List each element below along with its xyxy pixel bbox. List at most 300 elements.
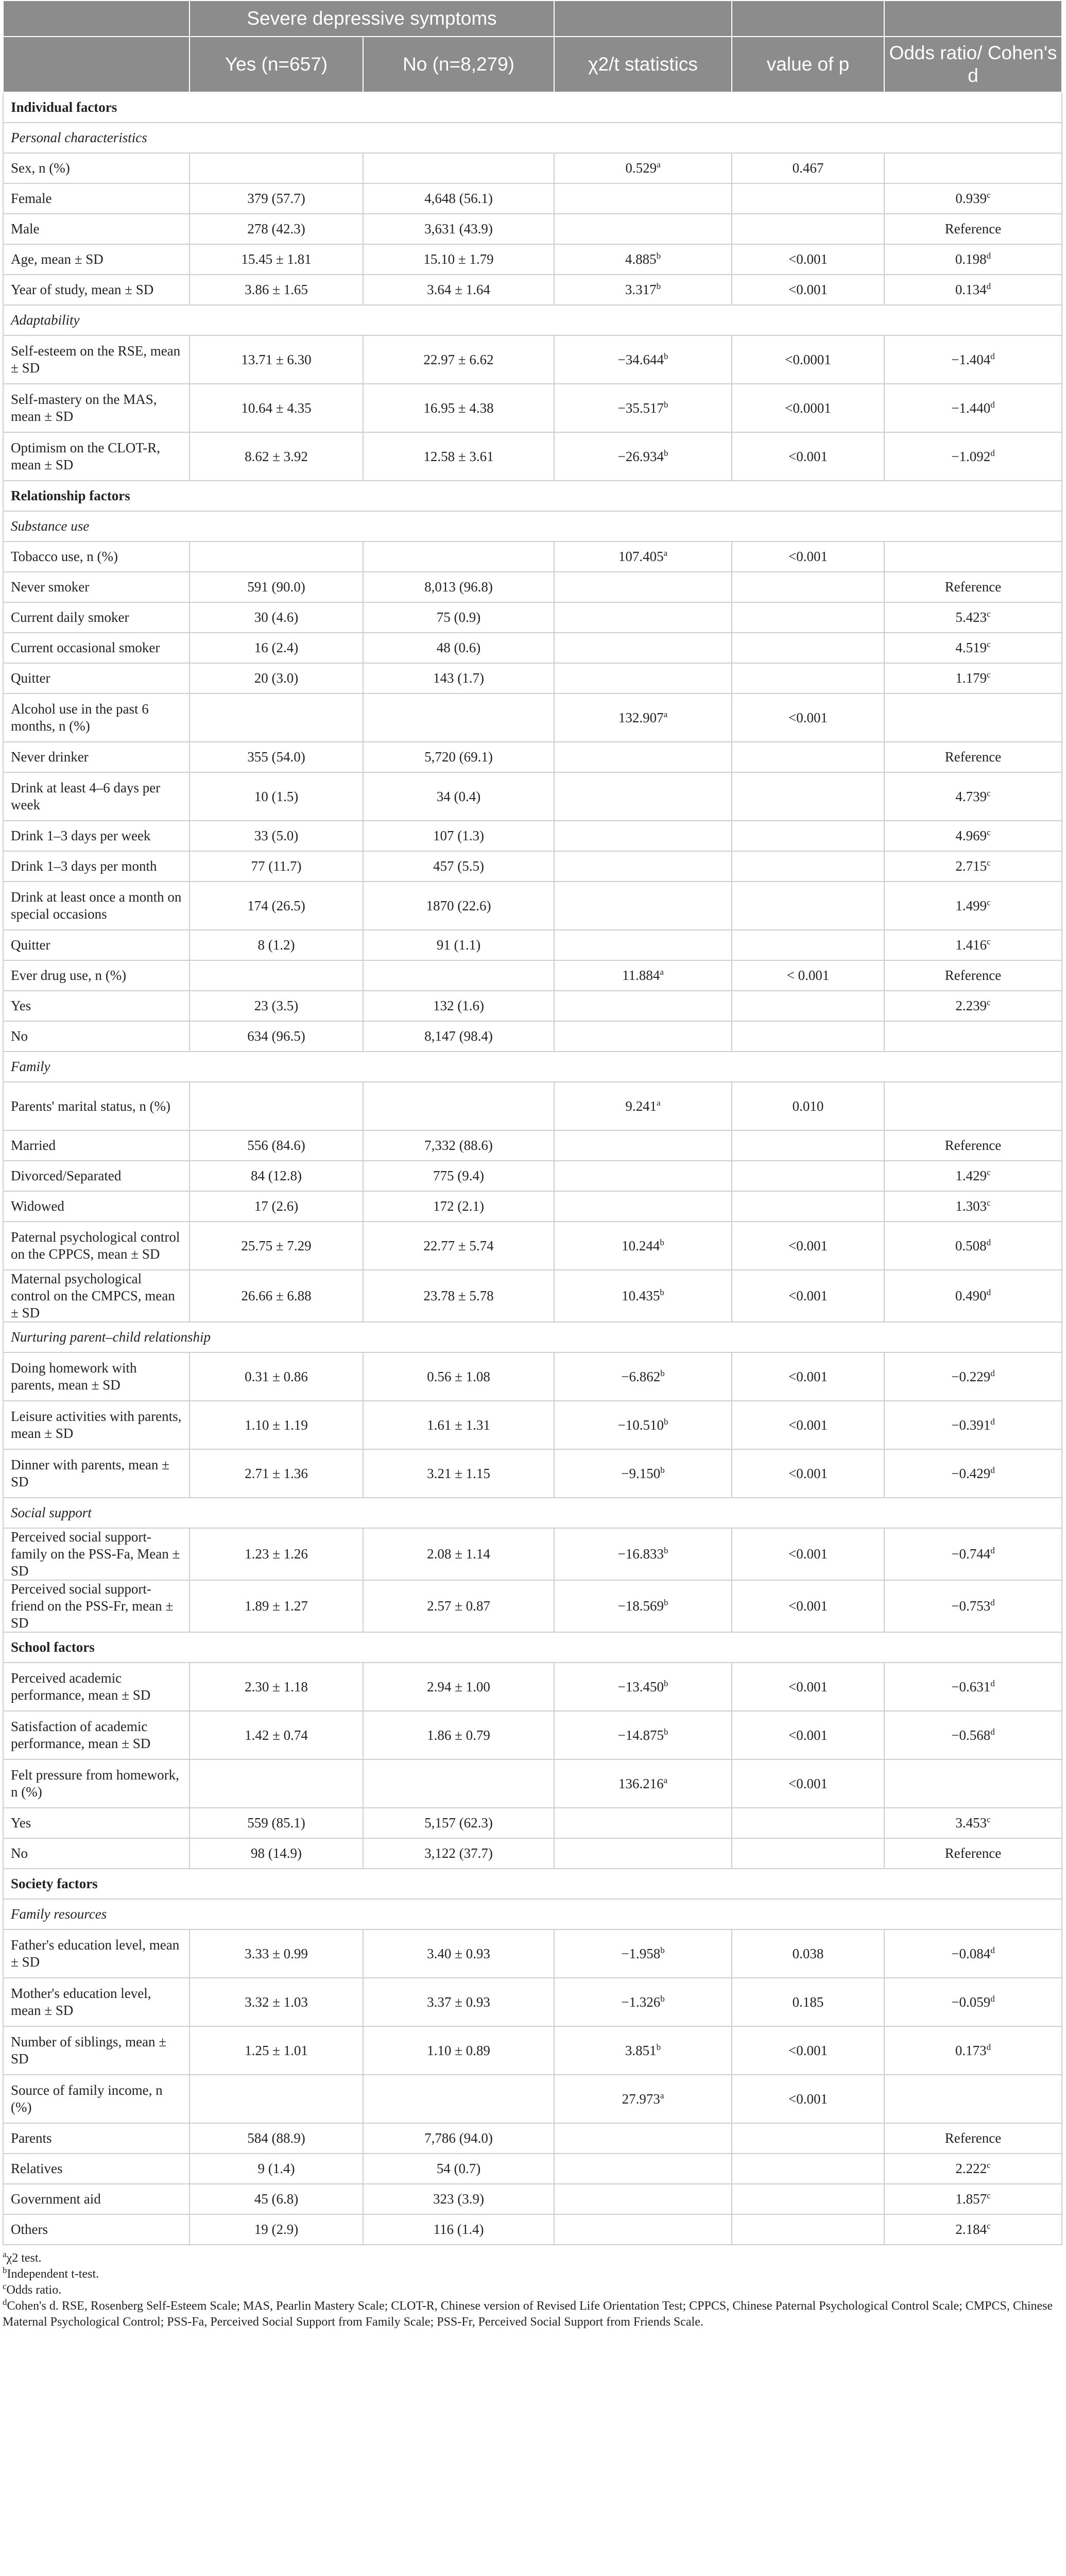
row-label — [3, 1401, 190, 1449]
table-cell — [554, 1401, 732, 1449]
table-cell — [732, 214, 884, 244]
section-heading-row — [3, 1632, 1062, 1663]
cell-value: 30 (4.6) — [254, 609, 299, 625]
table-cell — [732, 2154, 884, 2184]
table-cell — [190, 742, 363, 772]
subsection-heading: Family resources — [3, 1899, 1062, 1929]
table-cell — [884, 1191, 1062, 1222]
table-cell — [554, 1528, 732, 1580]
table-cell — [363, 772, 554, 821]
footnote-mark: b — [660, 1945, 665, 1955]
cell-value: 3.317 — [625, 282, 657, 297]
section-heading-row — [3, 92, 1062, 123]
cell-value: 584 (88.9) — [247, 2130, 305, 2146]
cell-value: 84 (12.8) — [251, 1168, 302, 1183]
header-yes-column: Yes (n=657) — [190, 37, 363, 92]
cell-value: 8,147 (98.4) — [424, 1028, 493, 1044]
table-cell — [884, 1130, 1062, 1161]
table-cell — [190, 693, 363, 742]
table-cell — [732, 1580, 884, 1632]
table-cell — [884, 1222, 1062, 1270]
cell-value: 4.519 — [955, 640, 987, 655]
cell-value: 3.851 — [625, 2042, 657, 2058]
cell-value: Perceived social support-family on the PSS-Fa, Mean ± SD — [11, 1529, 180, 1579]
cell-value: 4.885 — [625, 251, 657, 267]
cell-value: −0.753 — [951, 1598, 991, 1614]
footnote-mark: c — [987, 1198, 991, 1208]
subsection-heading-row — [3, 511, 1062, 541]
footnote-mark: b — [663, 1678, 668, 1688]
subsection-heading-row — [3, 1052, 1062, 1082]
cell-value: 20 (3.0) — [254, 670, 299, 686]
table-cell — [190, 1808, 363, 1838]
cell-value: Quitter — [11, 670, 50, 686]
table-cell — [884, 1352, 1062, 1401]
row-label — [3, 742, 190, 772]
footnote-mark: d — [990, 351, 995, 361]
cell-value: 136.216 — [618, 1775, 664, 1791]
footnote-mark: b — [660, 1237, 664, 1247]
table-cell — [732, 541, 884, 572]
table-cell — [554, 1838, 732, 1869]
cell-value: Female — [11, 191, 52, 206]
cell-value: 16.95 ± 4.38 — [423, 400, 494, 416]
footnote-mark: a — [663, 1775, 668, 1785]
cell-value: Male — [11, 221, 40, 236]
row-label — [3, 2184, 190, 2214]
footnote-mark: b — [660, 1287, 664, 1297]
table-cell — [554, 2214, 732, 2245]
row-label — [3, 572, 190, 602]
table-row — [3, 1021, 1062, 1052]
table-cell — [363, 1130, 554, 1161]
cell-value: 2.57 ± 0.87 — [427, 1598, 490, 1614]
cell-value: 278 (42.3) — [247, 221, 305, 236]
row-label — [3, 1222, 190, 1270]
table-cell — [554, 882, 732, 930]
cell-value: −9.150 — [621, 1465, 661, 1481]
cell-value: Source of family income, n (%) — [11, 2082, 163, 2115]
cell-value: Mother's education level, mean ± SD — [11, 1986, 151, 2018]
table-cell — [363, 2154, 554, 2184]
table-cell — [732, 1082, 884, 1130]
table-cell — [732, 432, 884, 481]
cell-value: 3.453 — [955, 1815, 987, 1831]
row-label — [3, 2123, 190, 2154]
table-cell — [884, 602, 1062, 633]
cell-value: 1.303 — [955, 1198, 987, 1214]
table-cell — [732, 153, 884, 183]
table-row — [3, 2026, 1062, 2075]
footnote-mark: b — [663, 1598, 668, 1607]
cell-value: Parents' marital status, n (%) — [11, 1098, 171, 1114]
cell-value: 19 (2.9) — [254, 2222, 299, 2237]
cell-value: <0.001 — [788, 2091, 828, 2107]
table-cell — [732, 960, 884, 991]
table-cell — [190, 1978, 363, 2026]
footnote-mark: c — [987, 897, 991, 907]
cell-value: <0.001 — [788, 448, 828, 464]
cell-value: 2.30 ± 1.18 — [245, 1679, 308, 1694]
cell-value: 379 (57.7) — [247, 191, 305, 206]
footnote-mark: d — [986, 281, 991, 291]
footnote-mark: b — [660, 1993, 665, 2004]
section-heading-row — [3, 1869, 1062, 1899]
cell-value: 2.71 ± 1.36 — [245, 1465, 308, 1481]
table-cell — [732, 1401, 884, 1449]
table-cell — [363, 1161, 554, 1191]
cell-value: 1.416 — [955, 937, 987, 953]
results-table — [3, 0, 1062, 2245]
footnote-mark: c — [987, 639, 991, 649]
footnote-mark: d — [986, 251, 991, 261]
cell-value: 3.37 ± 0.93 — [427, 1994, 490, 2010]
row-label — [3, 1161, 190, 1191]
footnote-mark: c — [987, 670, 991, 680]
cell-value: Paternal psychological control on the CPPCS, mean ± SD — [11, 1229, 180, 1262]
table-cell — [190, 1528, 363, 1580]
cell-value: 0.134 — [955, 282, 987, 297]
cell-value: <0.0001 — [785, 400, 831, 416]
cell-value: 25.75 ± 7.29 — [241, 1238, 312, 1253]
subsection-heading-row — [3, 1322, 1062, 1352]
cell-value: 3.21 ± 1.15 — [427, 1465, 490, 1481]
row-label — [3, 2075, 190, 2123]
row-label — [3, 244, 190, 275]
cell-value: <0.001 — [788, 282, 828, 297]
cell-value: 1.429 — [955, 1168, 987, 1183]
table-cell — [363, 1021, 554, 1052]
footnote-mark: c — [987, 1815, 991, 1824]
cell-value: 775 (9.4) — [433, 1168, 484, 1183]
table-row — [3, 991, 1062, 1021]
table-cell — [554, 214, 732, 244]
row-label — [3, 1191, 190, 1222]
table-cell — [732, 1270, 884, 1322]
cell-value: Drink 1–3 days per week — [11, 828, 151, 843]
table-cell — [190, 384, 363, 432]
table-cell — [363, 384, 554, 432]
table-cell — [732, 991, 884, 1021]
table-cell — [884, 851, 1062, 882]
table-row — [3, 1808, 1062, 1838]
header-blank — [3, 1, 190, 37]
row-label — [3, 153, 190, 183]
footnote-mark: b — [663, 1416, 668, 1427]
table-cell — [554, 2075, 732, 2123]
footnote-mark: d — [990, 1465, 995, 1475]
table-cell — [190, 183, 363, 214]
cell-value: 2.94 ± 1.00 — [427, 1679, 490, 1694]
cell-value: 4,648 (56.1) — [424, 191, 493, 206]
cell-value: Reference — [944, 579, 1002, 595]
table-cell — [732, 633, 884, 663]
table-cell — [884, 663, 1062, 693]
cell-value: 12.58 ± 3.61 — [423, 448, 494, 464]
cell-value: 9 (1.4) — [257, 2161, 295, 2176]
cell-value: 23 (3.5) — [254, 998, 299, 1013]
table-row — [3, 2123, 1062, 2154]
row-label — [3, 1759, 190, 1808]
cell-value: −0.059 — [951, 1994, 991, 2010]
cell-value: 0.56 ± 1.08 — [427, 1368, 490, 1384]
header-group-title: Severe depressive symptoms — [190, 1, 554, 37]
table-cell — [190, 2075, 363, 2123]
table-cell — [363, 1808, 554, 1838]
cell-value: 15.45 ± 1.81 — [241, 251, 312, 267]
section-heading: Society factors — [3, 1869, 1062, 1899]
table-cell — [363, 742, 554, 772]
cell-value: Others — [11, 2222, 48, 2237]
cell-value: <0.001 — [788, 251, 828, 267]
cell-value: Self-mastery on the MAS, mean ± SD — [11, 392, 157, 424]
table-row — [3, 1130, 1062, 1161]
table-cell — [732, 930, 884, 960]
table-cell — [190, 335, 363, 384]
footnote-mark: d — [986, 2042, 991, 2052]
row-label — [3, 663, 190, 693]
cell-value: 0.185 — [792, 1994, 824, 2010]
table-cell — [363, 183, 554, 214]
table-cell — [884, 1161, 1062, 1191]
header-label-column — [3, 37, 190, 92]
footnote-mark: b — [663, 448, 668, 458]
table-cell — [554, 1130, 732, 1161]
table-cell — [363, 1352, 554, 1401]
table-cell — [884, 1663, 1062, 1711]
cell-value: Self-esteem on the RSE, mean ± SD — [11, 343, 181, 376]
table-cell — [884, 214, 1062, 244]
table-cell — [363, 1270, 554, 1322]
row-label — [3, 1711, 190, 1759]
row-label — [3, 335, 190, 384]
cell-value: <0.001 — [788, 1368, 828, 1384]
cell-value: 45 (6.8) — [254, 2191, 299, 2207]
row-label — [3, 633, 190, 663]
table-cell — [884, 1021, 1062, 1052]
cell-value: 77 (11.7) — [251, 858, 302, 874]
table-cell — [363, 1401, 554, 1449]
cell-value: 22.77 ± 5.74 — [423, 1238, 494, 1253]
table-cell — [884, 1808, 1062, 1838]
cell-value: 634 (96.5) — [247, 1028, 305, 1044]
row-label — [3, 602, 190, 633]
table-cell — [190, 1021, 363, 1052]
table-row — [3, 183, 1062, 214]
cell-value: Leisure activities with parents, mean ± SD — [11, 1409, 182, 1441]
table-cell — [884, 742, 1062, 772]
table-cell — [363, 1082, 554, 1130]
footnote-mark: c — [987, 609, 991, 619]
cell-value: 107 (1.3) — [433, 828, 484, 843]
cell-value: 5,720 (69.1) — [424, 749, 493, 765]
row-label — [3, 991, 190, 1021]
table-cell — [554, 821, 732, 851]
cell-value: Current occasional smoker — [11, 640, 160, 655]
cell-value: 13.71 ± 6.30 — [241, 351, 312, 367]
cell-value: <0.001 — [788, 1238, 828, 1253]
table-cell — [363, 1449, 554, 1498]
table-row — [3, 602, 1062, 633]
cell-value: −0.391 — [951, 1417, 991, 1433]
table-cell — [884, 1528, 1062, 1580]
table-cell — [363, 2026, 554, 2075]
footnote-mark: d — [3, 2297, 7, 2307]
cell-value: −16.833 — [617, 1546, 664, 1562]
cell-value: −6.862 — [621, 1368, 661, 1384]
table-cell — [732, 1929, 884, 1978]
table-cell — [363, 1580, 554, 1632]
footnote-mark: c — [987, 2160, 991, 2170]
cell-value: Married — [11, 1138, 56, 1153]
table-cell — [732, 2075, 884, 2123]
subsection-heading: Personal characteristics — [3, 123, 1062, 153]
table-cell — [190, 821, 363, 851]
cell-value: −0.229 — [951, 1368, 991, 1384]
cell-value: −1.092 — [951, 448, 991, 464]
row-label — [3, 1929, 190, 1978]
cell-value: 3.64 ± 1.64 — [427, 282, 490, 297]
cell-value: Alcohol use in the past 6 months, n (%) — [11, 701, 149, 734]
table-cell — [554, 1978, 732, 2026]
footnote-mark: b — [663, 1726, 668, 1737]
section-heading: School factors — [3, 1632, 1062, 1663]
table-cell — [732, 183, 884, 214]
table-cell — [884, 693, 1062, 742]
cell-value: 3.40 ± 0.93 — [427, 1945, 490, 1961]
row-label — [3, 1270, 190, 1322]
table-cell — [884, 2026, 1062, 2075]
row-label — [3, 1528, 190, 1580]
table-cell — [554, 1711, 732, 1759]
cell-value: −0.429 — [951, 1465, 991, 1481]
cell-value: Year of study, mean ± SD — [11, 282, 154, 297]
cell-value: 1.25 ± 1.01 — [245, 2042, 308, 2058]
table-row — [3, 1711, 1062, 1759]
cell-value: Satisfaction of academic performance, mean ± SD — [11, 1719, 151, 1751]
cell-value: 5.423 — [955, 609, 987, 625]
table-row — [3, 1222, 1062, 1270]
table-cell — [554, 432, 732, 481]
table-row — [3, 1838, 1062, 1869]
table-cell — [363, 1663, 554, 1711]
table-cell — [190, 1663, 363, 1711]
footnote-mark: c — [3, 2281, 7, 2291]
table-cell — [190, 1580, 363, 1632]
cell-value: No — [11, 1028, 28, 1044]
table-row — [3, 1161, 1062, 1191]
table-cell — [190, 1082, 363, 1130]
cell-value: <0.001 — [788, 549, 828, 564]
table-cell — [732, 663, 884, 693]
cell-value: Parents — [11, 2130, 52, 2146]
footnote-mark: d — [990, 448, 995, 458]
table-cell — [554, 1449, 732, 1498]
cell-value: <0.001 — [788, 709, 828, 725]
table-cell — [554, 991, 732, 1021]
header-statistics-column: χ2/t statistics — [554, 37, 732, 92]
table-cell — [554, 153, 732, 183]
header-p-value-column: value of p — [732, 37, 884, 92]
cell-value: −35.517 — [617, 400, 664, 416]
table-cell — [363, 1759, 554, 1808]
footnote-mark: c — [987, 827, 991, 837]
cell-value: Drink at least 4–6 days per week — [11, 780, 161, 812]
row-label — [3, 1449, 190, 1498]
table-cell — [884, 2184, 1062, 2214]
row-label — [3, 384, 190, 432]
table-cell — [884, 1838, 1062, 1869]
table-cell — [732, 275, 884, 305]
subsection-heading-row — [3, 123, 1062, 153]
table-cell — [884, 633, 1062, 663]
cell-value: 559 (85.1) — [247, 1815, 305, 1831]
table-cell — [554, 1929, 732, 1978]
table-cell — [884, 153, 1062, 183]
cell-value: 1.179 — [955, 670, 987, 686]
footnote-text: Independent t-test. — [7, 2267, 99, 2281]
table-cell — [363, 851, 554, 882]
row-label — [3, 2026, 190, 2075]
table-row — [3, 214, 1062, 244]
table-cell — [732, 772, 884, 821]
cell-value: Yes — [11, 998, 31, 1013]
row-label — [3, 183, 190, 214]
table-cell — [363, 432, 554, 481]
cell-value: −0.084 — [951, 1945, 991, 1961]
footnote-line — [3, 2282, 1061, 2298]
table-cell — [190, 1270, 363, 1322]
cell-value: −14.875 — [617, 1727, 664, 1743]
table-cell — [554, 1352, 732, 1401]
cell-value: Ever drug use, n (%) — [11, 968, 127, 983]
cell-value: Government aid — [11, 2191, 101, 2207]
row-label — [3, 851, 190, 882]
cell-value: 8 (1.2) — [257, 937, 295, 953]
table-row — [3, 693, 1062, 742]
footnote-line — [3, 2298, 1061, 2330]
cell-value: 2.715 — [955, 858, 987, 874]
subsection-heading-row — [3, 305, 1062, 335]
cell-value: Drink at least once a month on special occasions — [11, 889, 182, 922]
table-cell — [363, 2075, 554, 2123]
row-label — [3, 2214, 190, 2245]
table-cell — [363, 214, 554, 244]
table-row — [3, 1401, 1062, 1449]
table-row — [3, 384, 1062, 432]
footnote-mark: b — [656, 251, 661, 261]
table-cell — [190, 1222, 363, 1270]
cell-value: < 0.001 — [786, 968, 830, 983]
footnote-text: Cohen's d. RSE, Rosenberg Self-Esteem Scale; MAS, Pearlin Mastery Scale; CLOT-R, Chinese version of Revised Life Orientation Test; CPPCS, Chinese Paternal Psychological Control Scale; CMPCS, Chinese Maternal Psychological Control; PSS-Fa, Perceived Social Support from Family Scale; PSS-Fr, Perceived Social Support from Friends Scale. — [3, 2299, 1053, 2329]
table-cell — [732, 1711, 884, 1759]
cell-value: 0.467 — [792, 160, 824, 176]
table-cell — [884, 275, 1062, 305]
table-cell — [732, 384, 884, 432]
cell-value: 3.86 ± 1.65 — [245, 282, 308, 297]
footnote-mark: b — [656, 281, 661, 291]
table-cell — [554, 1759, 732, 1808]
cell-value: 0.010 — [792, 1098, 824, 1114]
table-row — [3, 275, 1062, 305]
footnote-mark: d — [990, 1993, 995, 2004]
cell-value: <0.001 — [788, 1679, 828, 1694]
subsection-heading: Social support — [3, 1498, 1062, 1528]
table-row — [3, 960, 1062, 991]
footnote-line — [3, 2266, 1061, 2282]
table-cell — [363, 1528, 554, 1580]
cell-value: Father's education level, mean ± SD — [11, 1937, 180, 1970]
